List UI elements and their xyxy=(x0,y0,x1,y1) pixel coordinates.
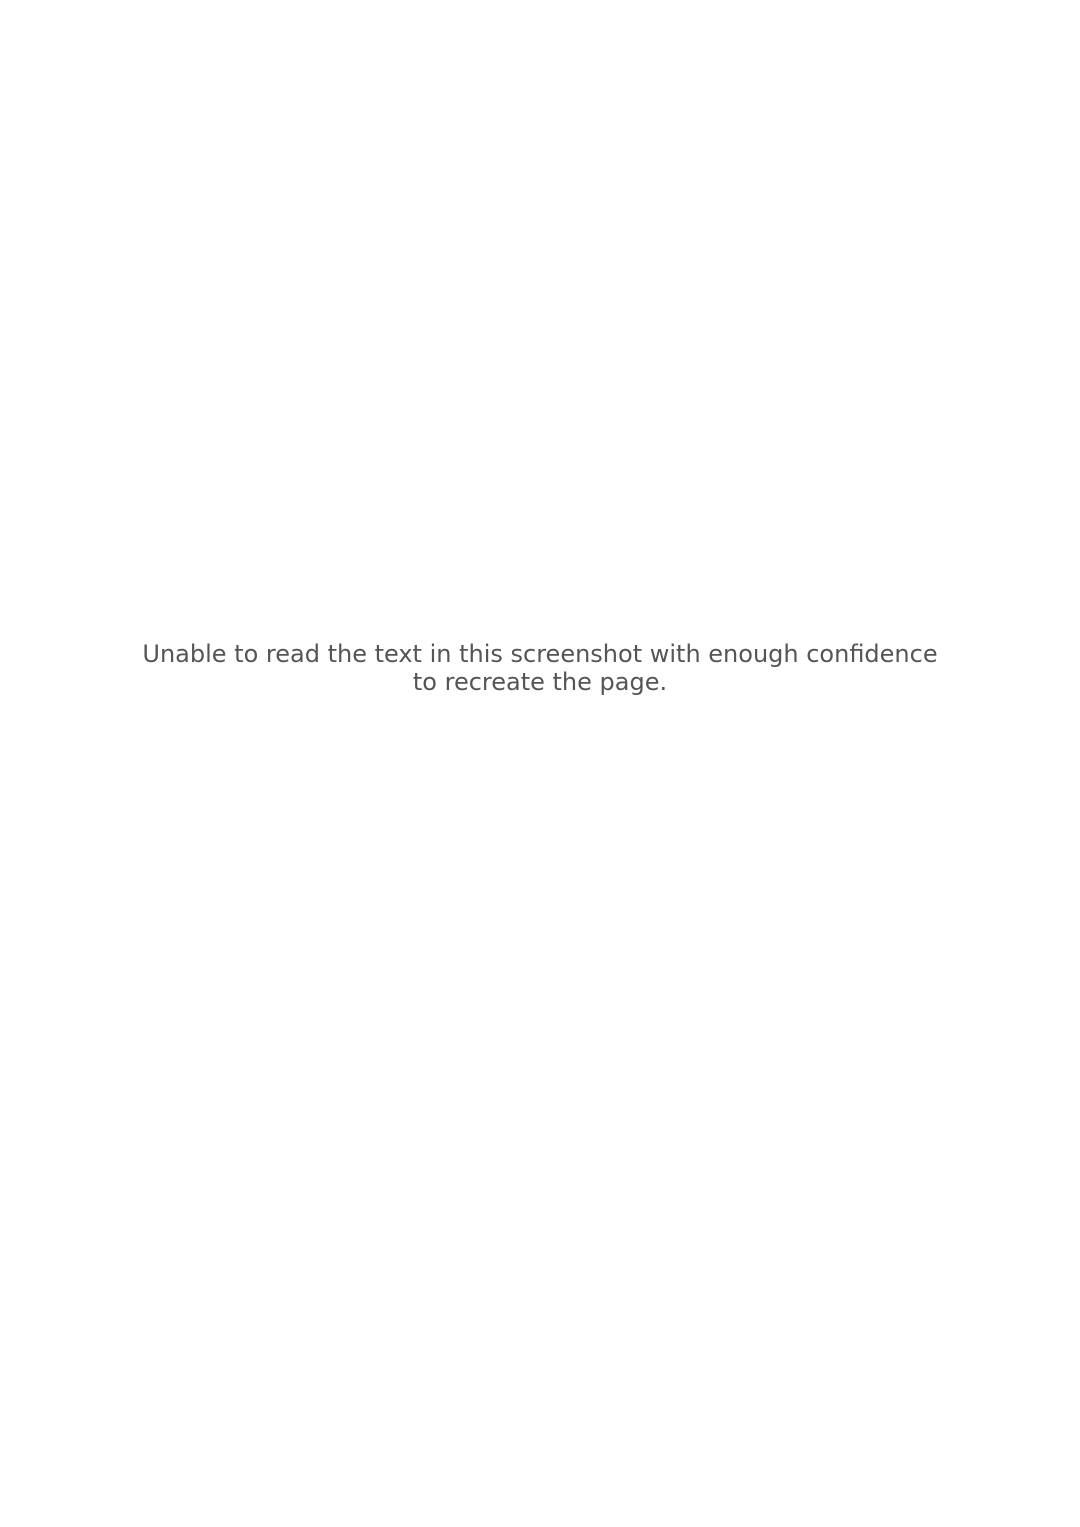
page-notice: Unable to read the text in this screenshot with enough confidence to recreate the page. xyxy=(142,640,938,696)
